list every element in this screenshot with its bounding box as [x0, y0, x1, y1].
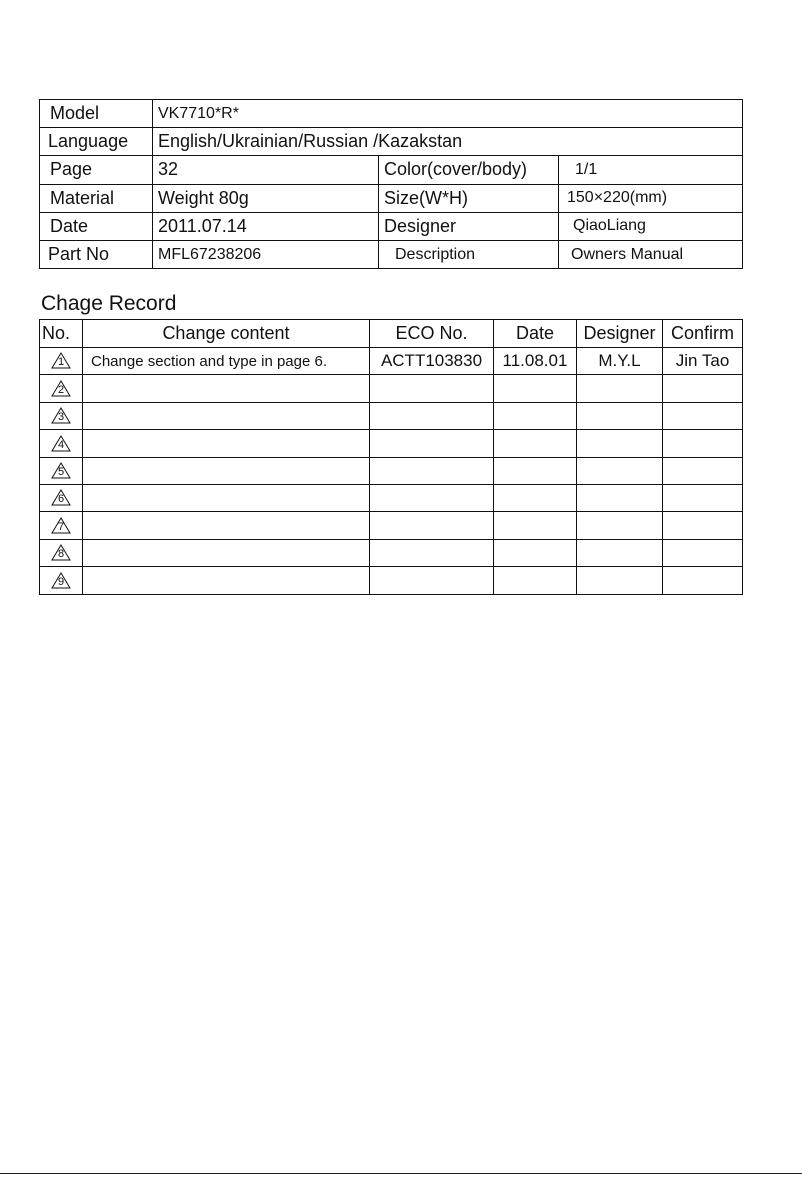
row-change-content — [83, 539, 370, 566]
revision-triangle-icon — [51, 352, 71, 369]
model-label: Model — [40, 100, 153, 128]
row-no — [40, 567, 83, 594]
spec-row-partno — [40, 240, 743, 268]
partno-label: Part No — [40, 240, 153, 268]
row-change-content — [83, 402, 370, 429]
table-row — [40, 402, 743, 429]
row-designer — [577, 457, 663, 484]
color-value: 1/1 — [559, 156, 743, 184]
description-value: Owners Manual — [559, 240, 743, 268]
row-eco-no — [370, 375, 494, 402]
record-header-row — [40, 320, 743, 348]
row-confirm — [663, 457, 743, 484]
date-value: 2011.07.14 — [153, 212, 379, 240]
row-no — [40, 402, 83, 429]
row-change-content — [83, 430, 370, 457]
row-date — [494, 484, 577, 511]
color-label: Color(cover/body) — [379, 156, 559, 184]
row-confirm: Jin Tao — [663, 348, 743, 375]
row-date — [494, 375, 577, 402]
revision-triangle-icon — [51, 462, 71, 479]
row-designer — [577, 539, 663, 566]
revision-number: 6 — [57, 493, 65, 506]
table-row — [40, 567, 743, 594]
row-no — [40, 512, 83, 539]
row-eco-no — [370, 484, 494, 511]
row-confirm — [663, 375, 743, 402]
material-label: Material — [40, 184, 153, 212]
model-value: VK7710*R* — [153, 100, 743, 128]
row-designer — [577, 430, 663, 457]
row-change-content — [83, 375, 370, 402]
row-designer — [577, 512, 663, 539]
table-row — [40, 512, 743, 539]
row-date — [494, 430, 577, 457]
row-no — [40, 457, 83, 484]
revision-number: 4 — [57, 438, 65, 451]
row-designer — [577, 567, 663, 594]
page-value: 32 — [153, 156, 379, 184]
record-body — [40, 348, 743, 595]
row-designer — [577, 402, 663, 429]
row-designer: M.Y.L — [577, 348, 663, 375]
revision-triangle-icon — [51, 517, 71, 534]
row-confirm — [663, 484, 743, 511]
row-date — [494, 567, 577, 594]
row-date — [494, 457, 577, 484]
partno-value: MFL67238206 — [153, 240, 379, 268]
designer-value: QiaoLiang — [559, 212, 743, 240]
row-date: 11.08.01 — [494, 348, 577, 375]
revision-triangle-icon — [51, 380, 71, 397]
header-no: No. — [40, 320, 83, 348]
size-value: 150×220(mm) — [559, 184, 743, 212]
header-change-content: Change content — [83, 320, 370, 348]
bottom-rule — [0, 1173, 802, 1174]
row-date — [494, 512, 577, 539]
revision-triangle-icon — [51, 489, 71, 506]
row-date — [494, 539, 577, 566]
language-value: English/Ukrainian/Russian /Kazakstan — [153, 128, 743, 156]
revision-number: 8 — [57, 548, 65, 561]
row-eco-no — [370, 402, 494, 429]
spec-row-model — [40, 100, 743, 128]
spec-table — [39, 99, 743, 269]
size-label: Size(W*H) — [379, 184, 559, 212]
row-change-content: Change section and type in page 6. — [83, 348, 370, 375]
row-confirm — [663, 539, 743, 566]
revision-triangle-icon — [51, 435, 71, 452]
header-date: Date — [494, 320, 577, 348]
designer-label: Designer — [379, 212, 559, 240]
spec-row-language — [40, 128, 743, 156]
language-label: Language — [40, 128, 153, 156]
spec-row-page — [40, 156, 743, 184]
row-change-content — [83, 567, 370, 594]
table-row — [40, 539, 743, 566]
date-label: Date — [40, 212, 153, 240]
table-row — [40, 375, 743, 402]
row-no — [40, 348, 83, 375]
row-eco-no — [370, 430, 494, 457]
row-eco-no: ACTT103830 — [370, 348, 494, 375]
row-confirm — [663, 402, 743, 429]
header-confirm: Confirm — [663, 320, 743, 348]
row-designer — [577, 375, 663, 402]
row-change-content — [83, 484, 370, 511]
change-record-title: Chage Record — [41, 292, 177, 315]
table-row — [40, 457, 743, 484]
revision-number: 1 — [57, 356, 65, 369]
row-designer — [577, 484, 663, 511]
revision-number: 3 — [57, 411, 65, 424]
table-row — [40, 430, 743, 457]
row-no — [40, 430, 83, 457]
row-confirm — [663, 512, 743, 539]
row-eco-no — [370, 567, 494, 594]
spec-row-material — [40, 184, 743, 212]
row-change-content — [83, 512, 370, 539]
header-eco-no: ECO No. — [370, 320, 494, 348]
table-row — [40, 484, 743, 511]
revision-number: 2 — [57, 383, 65, 396]
row-no — [40, 539, 83, 566]
header-designer: Designer — [577, 320, 663, 348]
change-record-table — [39, 319, 743, 595]
page-label: Page — [40, 156, 153, 184]
revision-triangle-icon — [51, 544, 71, 561]
row-date — [494, 402, 577, 429]
revision-number: 5 — [57, 466, 65, 479]
row-no — [40, 484, 83, 511]
row-change-content — [83, 457, 370, 484]
row-confirm — [663, 430, 743, 457]
revision-triangle-icon — [51, 572, 71, 589]
material-value: Weight 80g — [153, 184, 379, 212]
description-label: Description — [379, 240, 559, 268]
revision-number: 7 — [57, 520, 65, 533]
spec-row-date — [40, 212, 743, 240]
row-eco-no — [370, 512, 494, 539]
row-confirm — [663, 567, 743, 594]
revision-number: 9 — [57, 575, 65, 588]
revision-triangle-icon — [51, 407, 71, 424]
row-no — [40, 375, 83, 402]
table-row — [40, 348, 743, 375]
row-eco-no — [370, 457, 494, 484]
row-eco-no — [370, 539, 494, 566]
